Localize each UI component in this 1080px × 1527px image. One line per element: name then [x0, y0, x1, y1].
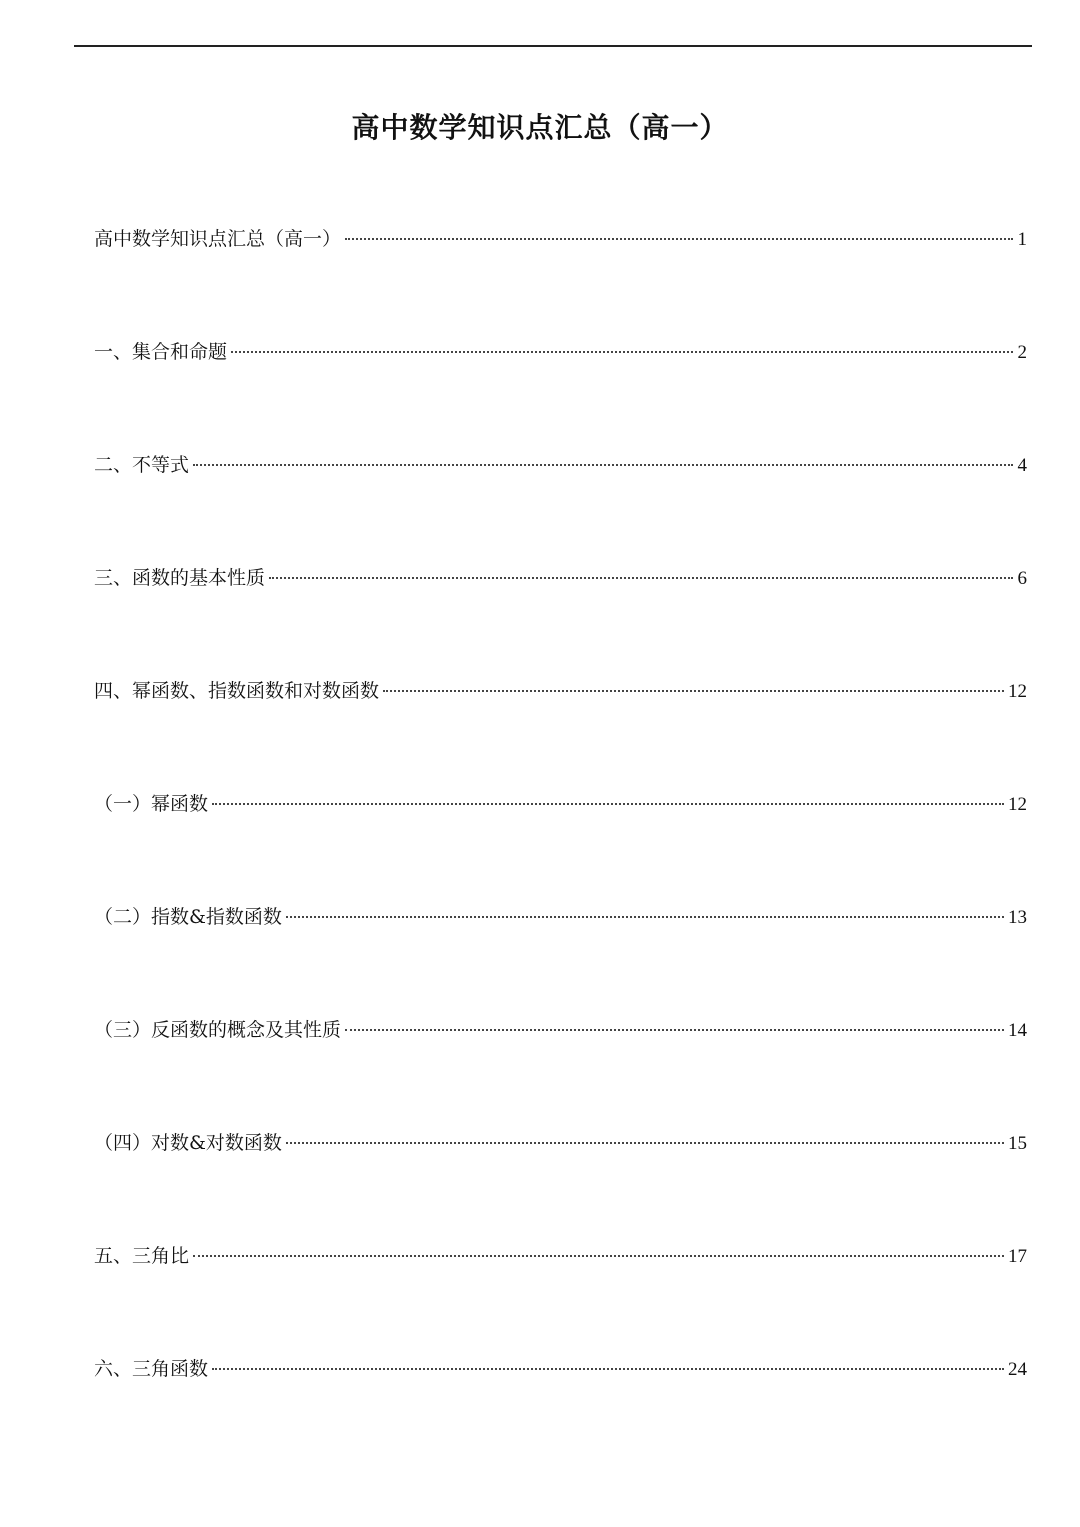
toc-page-number: 14	[1008, 1020, 1027, 1041]
toc-dot-leader	[345, 1029, 1004, 1031]
toc-dot-leader	[345, 238, 1013, 240]
toc-dot-leader	[193, 1255, 1004, 1257]
toc-entry-label: 五、三角比	[94, 1245, 190, 1267]
toc-entry-label: （一）幂函数	[94, 793, 209, 815]
toc-entry-label: 四、幂函数、指数函数和对数函数	[94, 680, 380, 702]
toc-entry-label: 六、三角函数	[94, 1358, 209, 1380]
toc-page-number: 12	[1008, 681, 1027, 702]
toc-entry[interactable]	[94, 1355, 1027, 1383]
toc-entry[interactable]	[94, 903, 1027, 931]
toc-page-number: 15	[1008, 1133, 1027, 1154]
toc-page-number: 24	[1008, 1359, 1027, 1380]
toc-dot-leader	[286, 1142, 1004, 1144]
toc-entry-label: （三）反函数的概念及其性质	[94, 1019, 342, 1041]
toc-entry[interactable]	[94, 1129, 1027, 1157]
toc-dot-leader	[212, 1368, 1004, 1370]
toc-page-number: 13	[1008, 907, 1027, 928]
toc-entry-label: 三、函数的基本性质	[94, 567, 266, 589]
toc-page-number: 2	[1017, 342, 1027, 363]
toc-page-number: 6	[1017, 568, 1027, 589]
toc-dot-leader	[269, 577, 1013, 579]
toc-entry[interactable]	[94, 790, 1027, 818]
toc-page-number: 4	[1017, 455, 1027, 476]
toc-entry-label: 二、不等式	[94, 454, 190, 476]
toc-page-number: 12	[1008, 794, 1027, 815]
toc-entry-label: （四）对数&对数函数	[94, 1132, 282, 1154]
toc-entry[interactable]	[94, 451, 1027, 479]
toc-entry[interactable]	[94, 1016, 1027, 1044]
toc-dot-leader	[383, 690, 1004, 692]
toc-entry[interactable]	[94, 1242, 1027, 1270]
toc-dot-leader	[286, 916, 1004, 918]
toc-entry[interactable]	[94, 338, 1027, 366]
document-title: 高中数学知识点汇总（高一）	[351, 111, 729, 144]
toc-page-number: 17	[1008, 1246, 1027, 1267]
toc-entry[interactable]	[94, 225, 1027, 253]
toc-dot-leader	[193, 464, 1013, 466]
toc-entry-label: （二）指数&指数函数	[94, 906, 282, 928]
toc-dot-leader	[212, 803, 1004, 805]
toc-page-number: 1	[1017, 229, 1027, 250]
toc-dot-leader	[231, 351, 1013, 353]
toc-entry[interactable]	[94, 564, 1027, 592]
toc-entry[interactable]	[94, 677, 1027, 705]
toc-entry-label: 高中数学知识点汇总（高一）	[94, 228, 342, 250]
toc-entry-label: 一、集合和命题	[94, 341, 228, 363]
